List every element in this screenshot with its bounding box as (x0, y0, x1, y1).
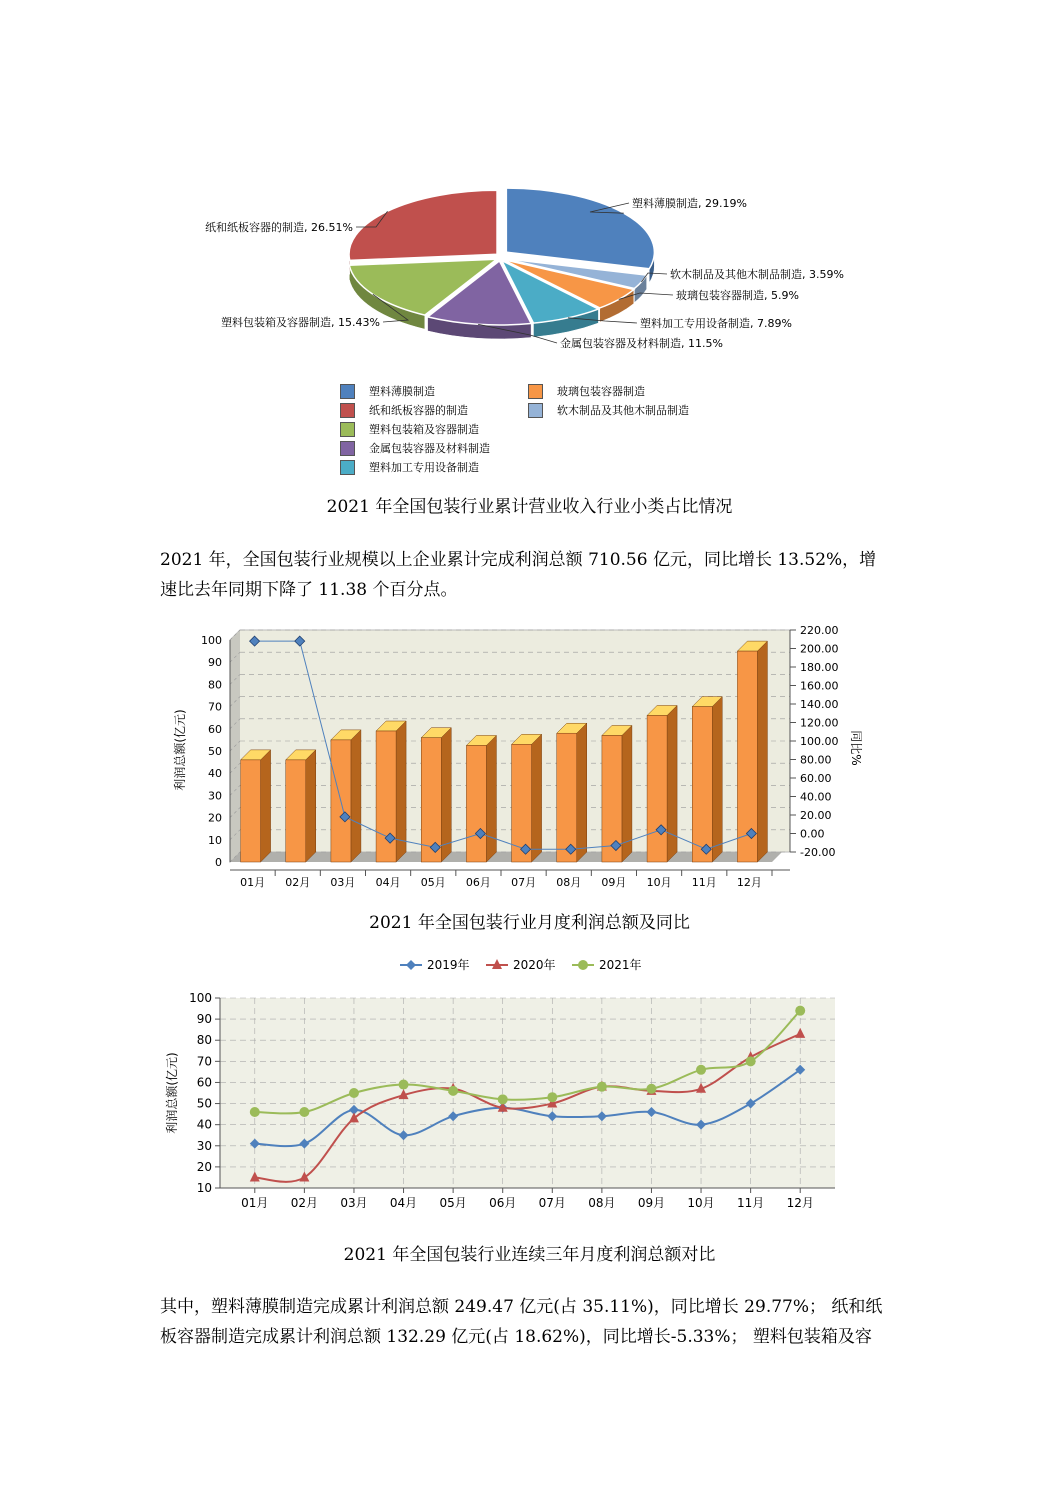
legend-label: 软木制品及其他木制品制造 (557, 404, 689, 417)
bar (286, 760, 306, 862)
bar (557, 733, 577, 862)
y-tick-label: 30 (196, 1138, 212, 1153)
y-tick-label: 10 (196, 1181, 212, 1195)
y-tick-label: 30 (208, 789, 222, 803)
series-point (498, 1094, 508, 1104)
y2-tick-label: 120.00 (800, 716, 839, 730)
series-point (696, 1065, 706, 1075)
x-tick-label: 02月 (285, 876, 311, 889)
x-tick-label: 03月 (330, 876, 356, 889)
legend-item (340, 421, 479, 437)
y2-tick-label: 160.00 (800, 679, 839, 693)
legend-item (340, 440, 490, 456)
x-tick-label: 12月 (786, 1196, 814, 1210)
paragraph-line: 其中，塑料薄膜制造完成累计利润总额 249.47 亿元(占 35.11%)，同比增长 29.77%； 纸和纸 (160, 1297, 883, 1317)
pie-slice-label: 塑料薄膜制造, 29.19% (632, 197, 747, 210)
pie-caption: 2021 年全国包装行业累计营业收入行业小类占比情况 (326, 497, 733, 517)
bar-y-label: 利润总额(亿元) (173, 709, 187, 791)
series-point (250, 1107, 260, 1117)
y2-tick-label: 200.00 (800, 642, 839, 656)
series-point (448, 1086, 458, 1096)
paragraph-1 (160, 545, 905, 605)
bar-side (757, 641, 767, 862)
bar-y2-axis (790, 624, 839, 859)
pie-slice-label: 纸和纸板容器的制造, 26.51% (205, 221, 353, 234)
y-tick-label: 60 (196, 1075, 212, 1090)
bar-y-axis (201, 634, 230, 869)
legend-item (340, 459, 479, 475)
legend-label: 塑料薄膜制造 (369, 385, 435, 398)
y-tick-label: 100 (201, 634, 222, 647)
bar-side (261, 750, 271, 862)
y2-tick-label: -20.00 (800, 846, 836, 859)
line-y-axis (189, 991, 220, 1195)
line-x-axis (220, 1188, 835, 1210)
bar-side (577, 723, 587, 862)
x-tick-label: 09月 (637, 1196, 666, 1210)
legend-swatch (340, 460, 355, 475)
legend-label: 纸和纸板容器的制造 (369, 404, 468, 417)
x-tick-label: 04月 (389, 1196, 418, 1210)
legend-item (340, 383, 435, 399)
x-tick-label: 12月 (736, 876, 762, 889)
y-tick-label: 0 (215, 856, 222, 869)
x-tick-label: 02月 (290, 1196, 319, 1210)
x-tick-label: 08月 (588, 1196, 616, 1210)
y2-tick-label: 60.00 (800, 772, 832, 785)
pie-slice-label: 玻璃包装容器制造, 5.9% (676, 289, 799, 302)
line-caption: 2021 年全国包装行业连续三年月度利润总额对比 (343, 1245, 716, 1265)
series-point (349, 1088, 359, 1098)
pie-slice-label: 塑料包装箱及容器制造, 15.43% (221, 316, 380, 329)
legend-label: 塑料加工专用设备制造 (369, 461, 479, 474)
y2-tick-label: 40.00 (800, 790, 832, 804)
legend-swatch (340, 422, 355, 437)
legend-label: 玻璃包装容器制造 (557, 385, 645, 398)
series-point (646, 1084, 656, 1094)
x-tick-label: 10月 (687, 1196, 715, 1210)
y-tick-label: 70 (208, 700, 222, 714)
y-tick-label: 90 (208, 656, 222, 670)
legend-swatch (340, 384, 355, 399)
pie-chart (150, 185, 910, 355)
y-tick-label: 60 (208, 722, 222, 736)
bar (737, 651, 757, 862)
bar-chart (170, 620, 870, 895)
y2-tick-label: 180.00 (800, 661, 839, 674)
pie-slice-label: 金属包装容器及材料制造, 11.5% (560, 337, 723, 350)
legend-swatch (340, 403, 355, 418)
legend-swatch (340, 441, 355, 456)
y-tick-label: 100 (189, 991, 212, 1005)
y2-tick-label: 80.00 (800, 753, 832, 767)
line-y-label: 利润总额(亿元) (165, 1052, 179, 1134)
x-tick-label: 11月 (736, 1196, 765, 1210)
x-tick-label: 05月 (439, 1196, 467, 1210)
x-tick-label: 05月 (420, 876, 446, 889)
series-point (746, 1056, 756, 1066)
bar-side (441, 728, 451, 862)
pie-slices (349, 188, 654, 339)
pie-slice-label: 塑料加工专用设备制造, 7.89% (640, 317, 792, 330)
line-legend (400, 957, 642, 972)
x-tick-label: 06月 (489, 1196, 517, 1210)
y-tick-label: 20 (196, 1159, 212, 1174)
series-point (547, 1092, 557, 1102)
legend-item (528, 383, 645, 399)
x-tick-label: 09月 (601, 876, 627, 889)
bar-side (351, 730, 361, 862)
y2-tick-label: 140.00 (800, 698, 839, 711)
series-point (399, 1080, 409, 1090)
pie-slice (349, 190, 497, 260)
bar (512, 744, 532, 862)
paragraph-line: 速比去年同期下降了 11.38 个百分点。 (160, 580, 458, 600)
y2-tick-label: 0.00 (800, 827, 825, 841)
bar-side (486, 735, 496, 862)
bar (421, 738, 441, 862)
series-point (597, 1082, 607, 1092)
legend-marker (406, 960, 416, 970)
y-tick-label: 40 (196, 1117, 212, 1132)
x-tick-label: 10月 (646, 876, 672, 889)
legend-label: 金属包装容器及材料制造 (369, 442, 490, 455)
y-tick-label: 80 (208, 678, 222, 692)
x-tick-label: 11月 (691, 876, 717, 889)
pie-slice-label: 软木制品及其他木制品制造, 3.59% (670, 268, 844, 281)
plot-area (220, 998, 835, 1188)
bar-side (532, 734, 542, 862)
paragraph-2 (160, 1292, 905, 1352)
line-chart (160, 950, 850, 1225)
pie-legend (340, 383, 760, 478)
x-tick-label: 06月 (465, 876, 491, 889)
x-tick-label: 01月 (240, 876, 266, 889)
y2-tick-label: 100.00 (800, 735, 839, 748)
bar (241, 760, 261, 862)
bar-side (667, 705, 677, 862)
legend-item (340, 402, 468, 418)
bar-caption: 2021 年全国包装行业月度利润总额及同比 (369, 913, 690, 933)
x-tick-label: 04月 (375, 876, 401, 889)
bar-side (306, 750, 316, 862)
y-tick-label: 50 (208, 745, 222, 758)
x-tick-label: 07月 (538, 1196, 566, 1210)
legend-label: 2019年 (427, 958, 470, 972)
x-tick-label: 07月 (511, 876, 537, 889)
y-tick-label: 50 (196, 1096, 212, 1111)
series-point (795, 1006, 805, 1016)
bar (692, 707, 712, 862)
y-tick-label: 80 (196, 1033, 212, 1048)
x-tick-label: 03月 (340, 1196, 368, 1210)
series-point (299, 1107, 309, 1117)
legend-item (528, 402, 689, 418)
bar (466, 745, 486, 862)
y2-tick-label: 20.00 (800, 809, 832, 822)
y-tick-label: 20 (208, 811, 222, 825)
bar-y2-label: 同比% (849, 730, 863, 766)
paragraph-line: 2021 年，全国包装行业规模以上企业累计完成利润总额 710.56 亿元，同比增长 13.52%，增 (160, 550, 877, 570)
legend-marker (578, 960, 588, 970)
paragraph-line: 板容器制造完成累计利润总额 132.29 亿元(占 18.62%)，同比增长-5.33%； 塑料包装箱及容 (160, 1327, 872, 1347)
legend-label: 塑料包装箱及容器制造 (369, 423, 479, 436)
x-tick-label: 01月 (241, 1196, 269, 1210)
legend-swatch (528, 384, 543, 399)
x-tick-label: 08月 (556, 876, 582, 889)
y2-tick-label: 220.00 (800, 624, 839, 637)
legend-label: 2020年 (513, 958, 556, 972)
y-tick-label: 40 (208, 767, 222, 781)
bar (376, 731, 396, 862)
y-tick-label: 70 (196, 1054, 212, 1069)
y-tick-label: 90 (196, 1012, 212, 1027)
y-tick-label: 10 (208, 833, 222, 847)
bar (647, 715, 667, 862)
bar-x-axis (230, 870, 790, 889)
bar-side (712, 697, 722, 862)
legend-swatch (528, 403, 543, 418)
legend-label: 2021年 (599, 958, 642, 972)
